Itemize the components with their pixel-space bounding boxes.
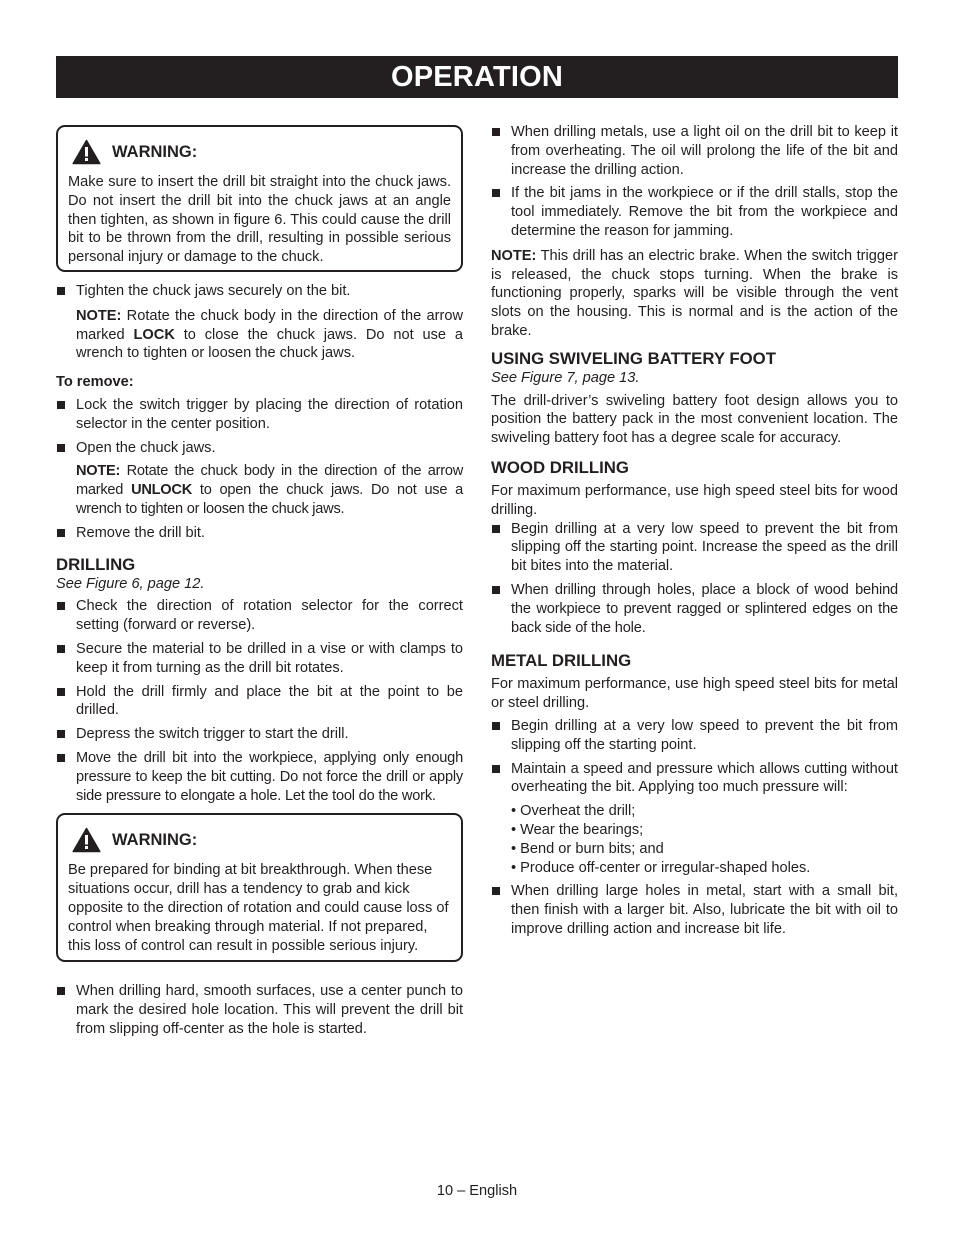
square-bullet: [492, 722, 500, 730]
dot-item: • Produce off-center or irregular-shaped holes.: [511, 859, 811, 876]
square-bullet: [57, 987, 65, 995]
metal-drilling-heading: METAL DRILLING: [491, 651, 632, 671]
list-item: Depress the switch trigger to start the drill.: [56, 725, 463, 744]
square-bullet: [57, 401, 65, 409]
list-item: If the bit jams in the workpiece or if the drill stalls, stop the tool immediately. Remove the bit from the workpiece and determine the reason for jamming.: [491, 184, 898, 240]
list-item: Hold the drill firmly and place the bit at the point to be drilled.: [56, 683, 463, 721]
dot-item: • Bend or burn bits; and: [511, 840, 664, 857]
warning-heading: [68, 827, 451, 853]
wood-intro: For maximum performance, use high speed steel bits for wood drilling.: [491, 482, 898, 518]
list-item: Secure the material to be drilled in a vise or with clamps to keep it from turning as the drill bit rotates.: [56, 640, 463, 678]
list-item: When drilling through holes, place a block of wood behind the workpiece to prevent ragged or splintered edges on the back side of the hole.: [491, 581, 898, 637]
warning-box-chuck: [56, 125, 463, 272]
swivel-heading: USING SWIVELING BATTERY FOOT: [491, 348, 776, 368]
square-bullet: [57, 529, 65, 537]
drilling-heading: DRILLING: [56, 554, 136, 574]
list-item: Begin drilling at a very low speed to prevent the bit from slipping off the starting point.: [491, 717, 898, 755]
swivel-text: The drill-driver’s swiveling battery foot design allows you to position the battery pack in the most convenient location. The swiveling battery foot has a degree scale for accuracy.: [491, 392, 898, 447]
warning-triangle-icon: [72, 827, 101, 853]
figure-reference: See Figure 6, page 12.: [56, 575, 205, 592]
dot-item: • Wear the bearings;: [511, 821, 644, 838]
list-item: Begin drilling at a very low speed to prevent the bit from slipping off the starting point. Increase the speed as the drill bit bites into the material.: [491, 520, 898, 576]
square-bullet: [492, 586, 500, 594]
dot-item: • Overheat the drill;: [511, 803, 636, 820]
list-item: Remove the drill bit.: [56, 524, 463, 543]
square-bullet: [57, 730, 65, 738]
list-item: Open the chuck jaws.: [56, 439, 463, 458]
figure-reference: See Figure 7, page 13.: [491, 369, 640, 386]
warning-text: Be prepared for binding at bit breakthrough. When these situations occur, drill has a tendency to grab and kick opposite to the direction of rotation and could cause loss of control when breaking through material. If not prepared, this loss of control can result in possible serious injury.: [68, 862, 449, 954]
warning-heading: [68, 139, 451, 165]
right-column: [491, 123, 898, 939]
to-remove-heading: To remove:: [56, 374, 134, 391]
warning-text: Make sure to insert the drill bit straight into the chuck jaws. Do not insert the drill bit into the chuck jaws at an angle then tighten, as shown in figure 6. This could cause the drill bit to be thrown from the drill, resulting in possible serious personal injury or damage to the chuck.: [68, 174, 451, 266]
list-item: When drilling hard, smooth surfaces, use a center punch to mark the desired hole location. This will prevent the drill bit from slipping off-center as the hole is started.: [56, 982, 463, 1038]
square-bullet: [492, 525, 500, 533]
square-bullet: [492, 189, 500, 197]
wood-drilling-heading: WOOD DRILLING: [491, 457, 629, 477]
list-item: Tighten the chuck jaws securely on the bit.: [56, 282, 463, 301]
note-brake: NOTE: This drill has an electric brake. When the switch trigger is released, the chuck stops turning. When the brake is functioning properly, sparks will be visible through the vent slots on the housing. This is normal and is the action of the brake.: [491, 247, 898, 339]
dot-list: [491, 802, 898, 877]
square-bullet: [57, 602, 65, 610]
warning-label: WARNING:: [112, 831, 198, 850]
warning-label: WARNING:: [112, 143, 198, 161]
section-banner: OPERATION: [56, 56, 898, 98]
list-item: When drilling metals, use a light oil on the drill bit to keep it from overheating. The oil will prolong the life of the bit and increase the drilling action.: [491, 123, 898, 179]
note-unlock: NOTE: Rotate the chuck body in the direction of the arrow marked UNLOCK to open the chuck jaws. Do not use a wrench to tighten or loosen the chuck jaws.: [76, 463, 463, 517]
square-bullet: [492, 128, 500, 136]
square-bullet: [492, 765, 500, 773]
square-bullet: [57, 754, 65, 762]
left-column: [56, 125, 463, 1039]
note-lock: NOTE: Rotate the chuck body in the direction of the arrow marked LOCK to close the chuck jaws. Do not use a wrench to tighten or loosen the chuck jaws.: [76, 307, 463, 362]
square-bullet: [57, 444, 65, 452]
square-bullet: [57, 688, 65, 696]
list-item: Move the drill bit into the workpiece, applying only enough pressure to keep the bit cutting. Do not force the drill or apply side pressure to elongate a hole. Let the tool do the work.: [56, 749, 463, 805]
square-bullet: [492, 887, 500, 895]
page-footer: 10 – English: [436, 1183, 518, 1199]
list-item: Lock the switch trigger by placing the direction of rotation selector in the center position.: [56, 396, 463, 434]
warning-triangle-icon: [72, 139, 101, 165]
list-item: When drilling large holes in metal, start with a small bit, then finish with a larger bit. Also, lubricate the bit with oil to improve drilling action and increase bit life.: [491, 882, 898, 938]
list-item: Check the direction of rotation selector for the correct setting (forward or reverse).: [56, 597, 463, 635]
warning-box-breakthrough: [56, 813, 463, 962]
square-bullet: [57, 287, 65, 295]
square-bullet: [57, 645, 65, 653]
list-item: Maintain a speed and pressure which allows cutting without overheating the bit. Applying too much pressure will:: [491, 760, 898, 798]
metal-intro: For maximum performance, use high speed steel bits for metal or steel drilling.: [491, 676, 898, 712]
